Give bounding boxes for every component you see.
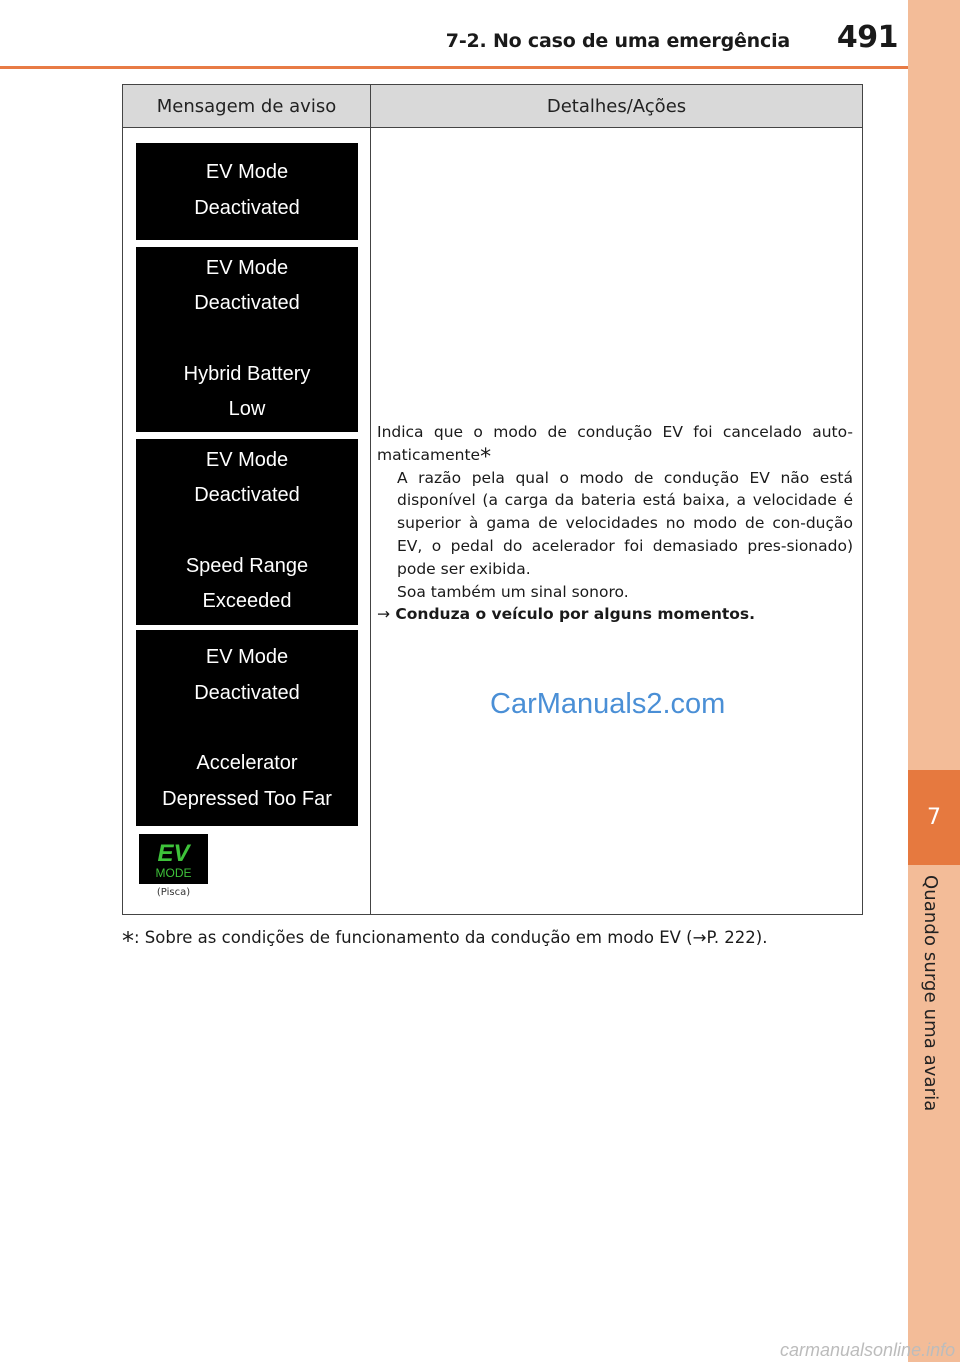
screen-line: Speed Range [185, 555, 309, 577]
details-action: → Conduza o veículo por alguns momentos. [377, 605, 756, 624]
col-header-details-actions: Detalhes/Ações [546, 95, 687, 117]
warning-table [122, 84, 863, 915]
indicator-caption: (Pisca) [156, 887, 191, 898]
screen-line: Deactivated [194, 292, 300, 314]
side-tab [908, 0, 960, 1362]
screen-line: EV Mode [205, 646, 289, 668]
message-screen-accelerator-depressed [136, 630, 358, 826]
footnote [122, 927, 768, 955]
screen-line: EV Mode [205, 257, 289, 279]
message-screen-ev-deactivated [136, 143, 358, 240]
col-header-warning-message: Mensagem de aviso [156, 95, 337, 117]
screen-line: EV Mode [205, 449, 289, 471]
table-header-row [123, 85, 862, 128]
footnote-text: : Sobre as condições de funcionamento da condução em modo EV (→P. 222). [134, 928, 768, 947]
ev-mode-indicator-icon [139, 834, 208, 884]
column-divider [370, 85, 371, 914]
message-screen-hybrid-battery-low [136, 247, 358, 432]
details-text [377, 421, 853, 626]
page-number: 491 [836, 20, 898, 55]
mode-icon-text: MODE [155, 866, 192, 880]
screen-line: Low [228, 398, 266, 420]
details-reason: A razão pela qual o modo de condução EV não está disponível (a carga da bateria está baixa, a velocidade é superior à gama de velocidades no modo de con-dução EV, o pedal do acelerador foi demasiado pres-sionado) pode ser exibida. [397, 468, 853, 578]
ev-icon-text: EV [157, 840, 190, 867]
chapter-number-tab[interactable] [908, 770, 960, 865]
asterisk-mark: * [480, 444, 492, 470]
screen-line: EV Mode [205, 161, 289, 183]
section-title: 7-2. No caso de uma emergência [445, 30, 790, 52]
details-sound: Soa também um sinal sonoro. [397, 582, 629, 601]
screen-line: Exceeded [202, 590, 292, 612]
details-intro: Indica que o modo de condução EV foi cancelado auto-maticamente* [377, 423, 853, 470]
arrow-icon: → [377, 605, 390, 624]
watermark-bottom: carmanualsonline.info [780, 1340, 956, 1360]
chapter-number: 7 [927, 805, 941, 830]
screen-line: Accelerator [196, 752, 298, 774]
screen-line: Deactivated [194, 682, 300, 704]
chapter-title: Quando surge uma avaria [920, 875, 941, 1112]
watermark-center: CarManuals2.com [490, 688, 726, 720]
screen-line: Hybrid Battery [183, 363, 311, 385]
screen-line: Deactivated [194, 484, 300, 506]
footnote-asterisk: * [122, 927, 134, 955]
screen-line: Deactivated [194, 197, 300, 219]
message-screen-speed-range-exceeded [136, 439, 358, 625]
header-rule [0, 66, 908, 69]
ev-mode-icon-graphic [139, 834, 208, 884]
screen-line: Depressed Too Far [162, 788, 332, 810]
